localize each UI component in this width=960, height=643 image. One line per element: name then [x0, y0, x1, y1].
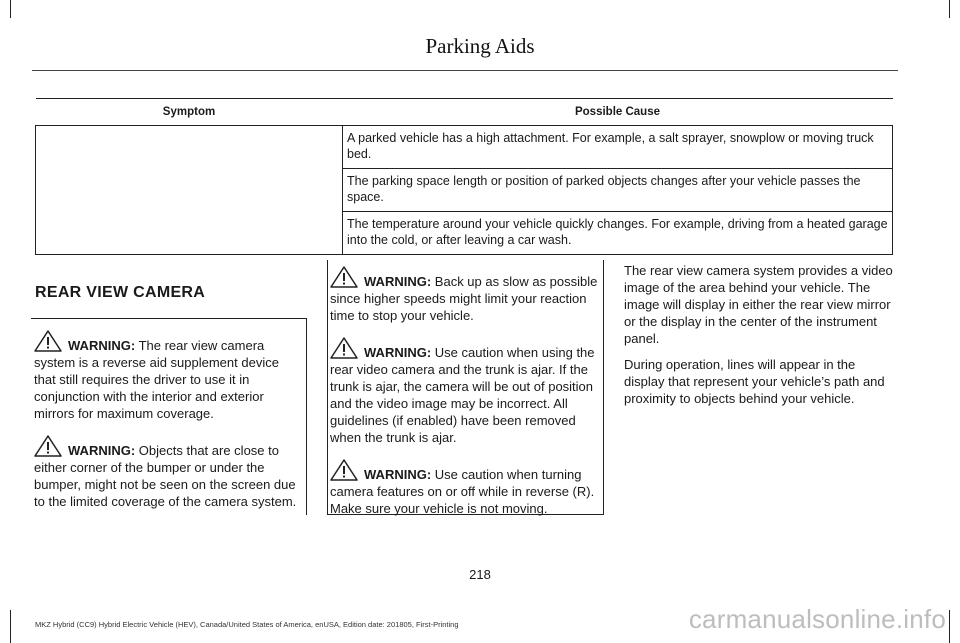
- symptom-cause-table: [35, 98, 893, 255]
- warning-paragraph: [34, 329, 302, 422]
- footer-edition-info: MKZ Hybrid (CC9) Hybrid Electric Vehicle (HEV), Canada/United States of America, enUSA, Edition date: 201805, First-Printing: [35, 620, 459, 629]
- warning-label: WARNING:: [68, 443, 136, 458]
- body-paragraph: During operation, lines will appear in the display that represent your vehicle’s path and proximity to objects behind your vehicle.: [624, 357, 885, 406]
- warning-paragraph: [330, 336, 602, 446]
- warning-paragraph: [330, 458, 602, 517]
- watermark: carmanualsonline.info: [688, 604, 946, 634]
- table-header-row: [36, 99, 893, 126]
- warning-triangle-icon: [34, 329, 66, 353]
- warning-label: WARNING:: [364, 467, 432, 482]
- title-divider: [32, 70, 898, 71]
- warning-text: Use caution when using the rear video camera and the trunk is ajar. If the trunk is ajar, the camera will be out of position and the video image may be incorrect. All guidelines (if enabled) have been removed when the trunk is ajar.: [330, 345, 595, 445]
- body-column: [624, 262, 896, 416]
- crop-mark: [949, 610, 950, 643]
- section-heading: REAR VIEW CAMERA: [35, 284, 206, 301]
- warning-label: WARNING:: [68, 338, 136, 353]
- warning-paragraph: [34, 434, 302, 510]
- warning-triangle-icon: [330, 336, 362, 360]
- symptom-cell: [36, 126, 343, 255]
- warning-triangle-icon: [330, 265, 362, 289]
- page-title: Parking Aids: [425, 34, 535, 58]
- warning-text: Use caution when turning camera features on or off while in reverse (R). Make sure your vehicle is not moving.: [330, 467, 595, 516]
- cause-cell: The temperature around your vehicle quickly changes. For example, driving from a heated garage into the cold, or after leaving a car wash.: [343, 212, 893, 255]
- body-paragraph: The rear view camera system provides a video image of the area behind your vehicle. The image will display in either the rear view mirror or the display in the center of the instrument panel.: [624, 263, 893, 346]
- warning-paragraph: [330, 265, 602, 324]
- page-number: 218: [469, 567, 491, 582]
- table-row: [36, 126, 893, 169]
- warning-box-middle: [327, 260, 604, 515]
- warning-text: Back up as slow as possible since higher speeds might limit your reaction time to stop your vehicle.: [330, 274, 598, 323]
- warning-label: WARNING:: [364, 274, 432, 289]
- warning-label: WARNING:: [364, 345, 432, 360]
- warning-triangle-icon: [330, 458, 362, 482]
- cause-cell: The parking space length or position of parked objects changes after your vehicle passes the space.: [343, 169, 893, 212]
- cause-cell: A parked vehicle has a high attachment. For example, a salt sprayer, snowplow or moving truck bed.: [343, 126, 893, 169]
- warning-text: The rear view camera system is a reverse aid supplement device that still requires the driver to use it in conjunction with the interior and exterior mirrors for maximum coverage.: [34, 338, 279, 421]
- crop-mark: [10, 610, 11, 643]
- crop-mark: [10, 0, 11, 18]
- warning-text: Objects that are close to either corner of the bumper or under the bumper, might not be seen on the screen due to the limited coverage of the camera system.: [34, 443, 297, 509]
- crop-mark: [949, 0, 950, 18]
- warning-triangle-icon: [34, 434, 66, 458]
- symptom-column-header: Symptom: [36, 99, 343, 126]
- cause-column-header: Possible Cause: [343, 99, 893, 126]
- warning-box-left: [31, 318, 307, 515]
